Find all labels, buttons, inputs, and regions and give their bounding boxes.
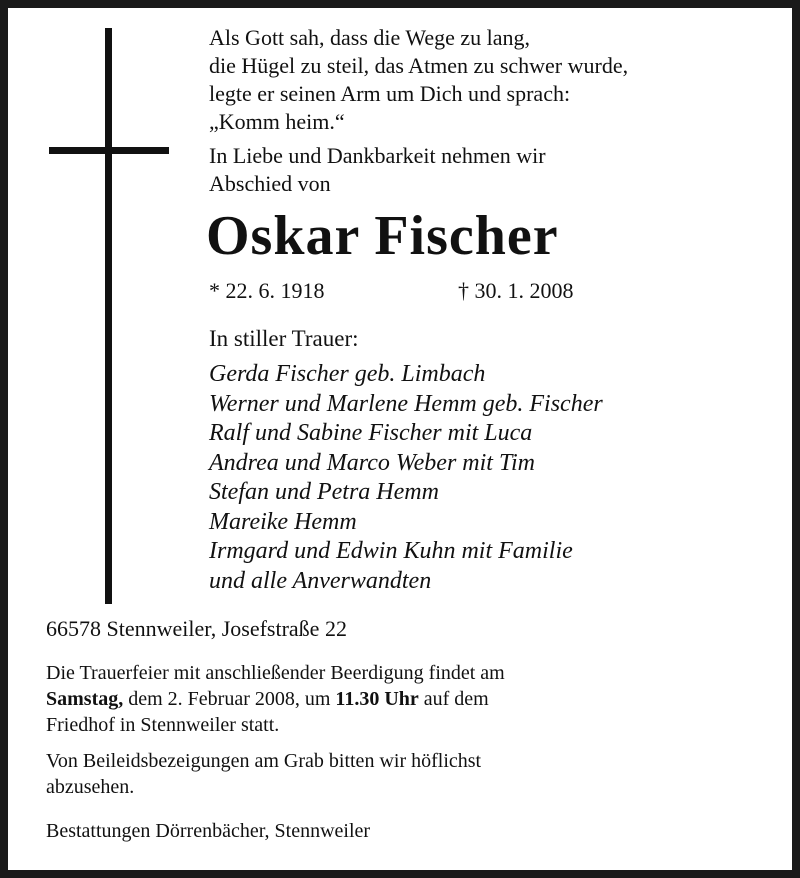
intro-line: In Liebe und Dankbarkeit nehmen wir	[209, 143, 546, 168]
mourning-heading: In stiller Trauer:	[209, 326, 359, 351]
condolence-line: abzusehen.	[46, 776, 135, 798]
ceremony-time: 11.30 Uhr	[335, 688, 419, 710]
death-date: † 30. 1. 2008	[458, 278, 574, 303]
family-address: 66578 Stennweiler, Josefstraße 22	[46, 616, 347, 641]
ceremony-tail: auf dem	[418, 688, 489, 710]
mourner-entry: und alle Anverwandten	[209, 567, 432, 594]
intro-line: Abschied von	[209, 171, 331, 196]
ceremony-line: Die Trauerfeier mit anschließender Beerdigung findet am	[46, 662, 505, 684]
intro-text	[209, 142, 546, 198]
funeral-home: Bestattungen Dörrenbächer, Stennweiler	[46, 820, 371, 842]
mourner-entry: Andrea und Marco Weber mit Tim	[209, 449, 535, 476]
poem-line: „Komm heim.“	[209, 109, 345, 134]
condolence-line: Von Beileidsbezeigungen am Grab bitten wir höflichst	[46, 750, 482, 772]
birth-date: * 22. 6. 1918	[209, 278, 325, 303]
ceremony-line: Friedhof in Stennweiler statt.	[46, 714, 280, 736]
condolence-note	[46, 748, 481, 800]
cross-icon-horizontal	[49, 147, 169, 154]
ceremony-line	[46, 686, 505, 712]
mourners-list	[209, 360, 603, 596]
mourner-entry: Ralf und Sabine Fischer mit Luca	[209, 420, 533, 446]
mourner-entry: Gerda Fischer geb. Limbach	[209, 361, 486, 387]
mourner-entry: Irmgard und Edwin Kuhn mit Familie	[209, 538, 573, 564]
ceremony-date: dem 2. Februar 2008, um	[123, 688, 336, 710]
ceremony-info	[46, 660, 505, 738]
cross-icon-vertical	[105, 28, 112, 604]
mourner-entry: Stefan und Petra Hemm	[209, 479, 439, 505]
poem-line: legte er seinen Arm um Dich und sprach:	[209, 81, 571, 106]
poem	[209, 24, 628, 136]
ceremony-day: Samstag,	[46, 688, 124, 710]
poem-line: Als Gott sah, dass die Wege zu lang,	[209, 25, 531, 50]
mourner-entry: Werner und Marlene Hemm geb. Fischer	[209, 390, 603, 417]
poem-line: die Hügel zu steil, das Atmen zu schwer wurde,	[209, 53, 629, 78]
mourner-entry: Mareike Hemm	[209, 508, 357, 535]
life-dates	[8, 276, 792, 306]
deceased-name: Oskar Fischer	[206, 205, 559, 267]
